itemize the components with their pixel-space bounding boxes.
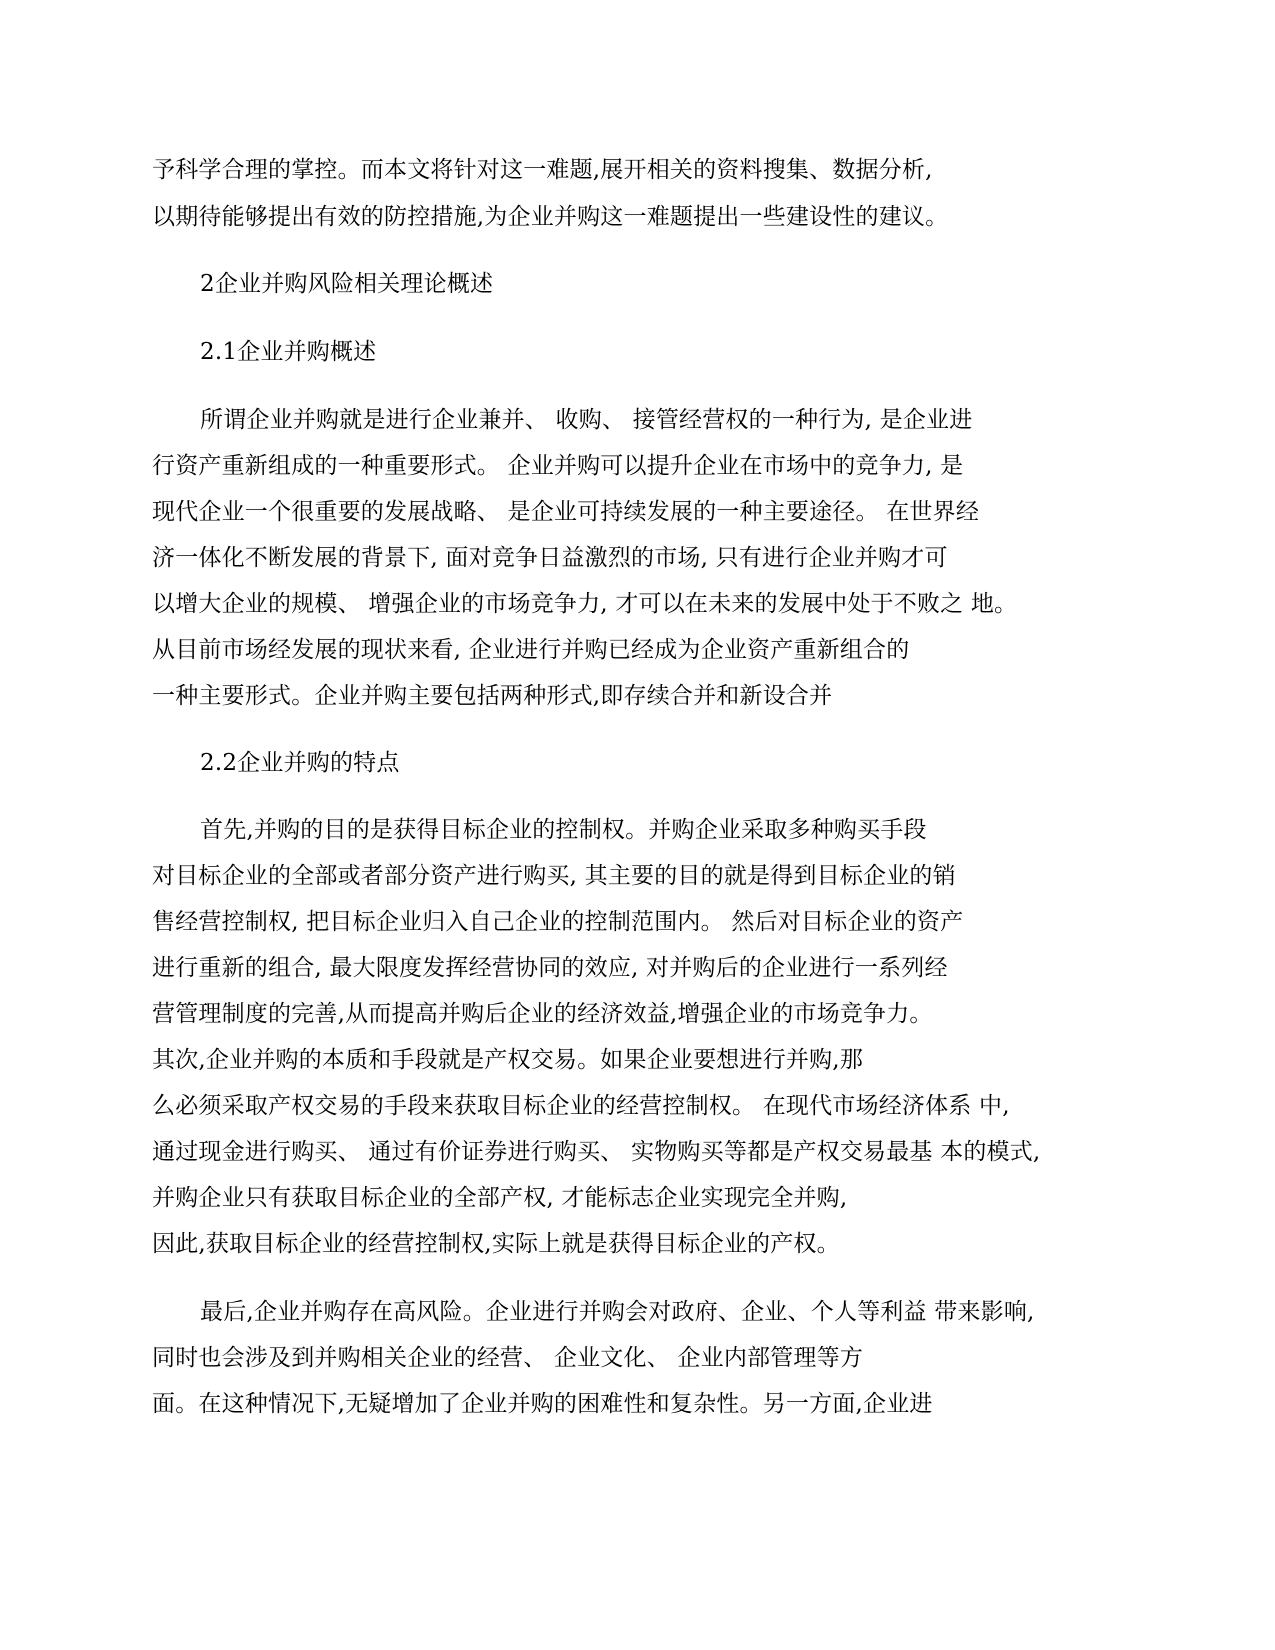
paragraph-2-1-line-5: 以增大企业的规模、 增强企业的市场竞争力, 才可以在未来的发展中处于不败之 地。 bbox=[152, 591, 1018, 617]
section-heading-2-2: 2.2企业并购的特点 bbox=[200, 750, 400, 776]
paragraph-2-1-line-2: 行资产重新组成的一种重要形式。 企业并购可以提升企业在市场中的竞争力, 是 bbox=[152, 453, 964, 479]
paragraph-2-1-line-3: 现代企业一个很重要的发展战略、 是企业可持续发展的一种主要途径。 在世界经 bbox=[152, 499, 980, 525]
intro-line-1: 予科学合理的掌控。而本文将针对这一难题,展开相关的资料搜集、数据分析, bbox=[152, 157, 933, 183]
section-heading-2-1: 2.1企业并购概述 bbox=[200, 339, 377, 365]
paragraph-2-2a-line-10: 因此,获取目标企业的经营控制权,实际上就是获得目标企业的产权。 bbox=[152, 1231, 840, 1257]
paragraph-2-1-line-6: 从目前市场经发展的现状来看, 企业进行并购已经成为企业资产重新组合的 bbox=[152, 637, 910, 663]
paragraph-2-1-line-7: 一种主要形式。企业并购主要包括两种形式,即存续合并和新设合并 bbox=[152, 683, 833, 709]
paragraph-2-1-line-4: 济一体化不断发展的背景下, 面对竞争日益激烈的市场, 只有进行企业并购才可 bbox=[152, 545, 948, 571]
paragraph-2-1-line-1: 所谓企业并购就是进行企业兼并、 收购、 接管经营权的一种行为, 是企业进 bbox=[200, 407, 973, 433]
paragraph-2-2a-line-9: 并购企业只有获取目标企业的全部产权, 才能标志企业实现完全并购, bbox=[152, 1185, 848, 1211]
paragraph-2-2b-line-3: 面。在这种情况下,无疑增加了企业并购的困难性和复杂性。另一方面,企业进 bbox=[152, 1391, 933, 1417]
paragraph-2-2a-line-4: 进行重新的组合, 最大限度发挥经营协同的效应, 对并购后的企业进行一系列经 bbox=[152, 955, 948, 981]
paragraph-2-2a-line-7: 么必须采取产权交易的手段来获取目标企业的经营控制权。 在现代市场经济体系 中, bbox=[152, 1093, 1010, 1119]
paragraph-2-2b-line-1: 最后,企业并购存在高风险。企业进行并购会对政府、企业、个人等利益 带来影响, bbox=[200, 1299, 1035, 1325]
paragraph-2-2a-line-3: 售经营控制权, 把目标企业归入自己企业的控制范围内。 然后对目标企业的资产 bbox=[152, 909, 964, 935]
section-heading-2: 2企业并购风险相关理论概述 bbox=[200, 271, 494, 297]
paragraph-2-2a-line-2: 对目标企业的全部或者部分资产进行购买, 其主要的目的就是得到目标企业的销 bbox=[152, 863, 956, 889]
paragraph-2-2a-line-5: 营管理制度的完善,从而提高并购后企业的经济效益,增强企业的市场竞争力。 bbox=[152, 1001, 933, 1027]
intro-line-2: 以期待能够提出有效的防控措施,为企业并购这一难题提出一些建设性的建议。 bbox=[152, 204, 949, 230]
paragraph-2-2a-line-6: 其次,企业并购的本质和手段就是产权交易。如果企业要想进行并购,那 bbox=[152, 1047, 864, 1073]
paragraph-2-2a-line-8: 通过现金进行购买、 通过有价证券进行购买、 实物购买等都是产权交易最基 本的模式, bbox=[152, 1139, 1041, 1165]
paragraph-2-2b-line-2: 同时也会涉及到并购相关企业的经营、 企业文化、 企业内部管理等方 bbox=[152, 1345, 864, 1371]
paragraph-2-2a-line-1: 首先,并购的目的是获得目标企业的控制权。并购企业采取多种购买手段 bbox=[200, 817, 927, 843]
